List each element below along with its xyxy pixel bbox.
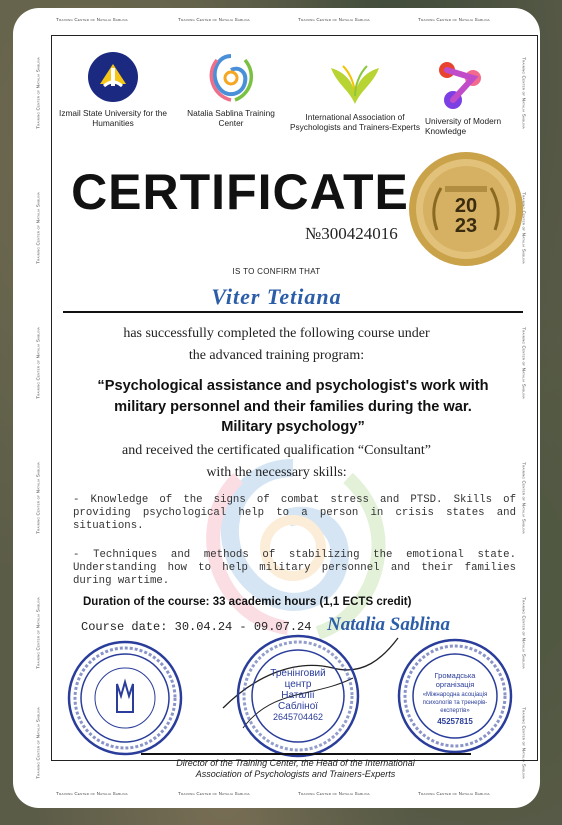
recipient-name: Viter Tetiana <box>211 284 342 309</box>
award-medal-icon <box>407 150 525 268</box>
stamp-text: організація <box>435 680 475 689</box>
logo-label: International Association of Psychologists and Trainers-Experts <box>289 112 421 132</box>
stamp-text: центр <box>284 679 312 690</box>
sablina-center-emblem-icon <box>203 50 259 104</box>
association-stamp-icon <box>395 636 515 756</box>
border-text: Training Center of Natalia Sablina <box>35 462 41 534</box>
logo-izmail-university <box>58 50 168 128</box>
completed-line-1: has successfully completed the following course under <box>123 326 430 341</box>
certificate-card <box>13 8 540 808</box>
signatory-title <box>123 758 468 780</box>
border-text: Training Center of Natalia Sablina <box>298 17 370 22</box>
border-text: Training Center of Natalia Sablina <box>56 791 128 796</box>
skill-1: - Knowledge of the signs of combat stress and PTSD. Skills of providing psychological help to a person in crisis states and situations. <box>73 494 516 532</box>
course-duration: Duration of the course: 33 academic hours (1,1 ECTS credit) <box>83 596 412 608</box>
course-title-line: military personnel and their families during the war. <box>114 398 472 415</box>
border-text: Training Center of Natalia Sablina <box>418 791 490 796</box>
qualification-line-1: and received the certificated qualification “Consultant” <box>121 443 432 458</box>
completed-line-2: the advanced training program: <box>188 348 365 363</box>
signature-line <box>141 753 471 755</box>
stamp-text: «Міжнародна асоціація <box>422 692 488 698</box>
stamp-text: Наталії <box>281 690 315 701</box>
course-title <box>73 376 513 438</box>
border-text: Training Center of Natalia Sablina <box>521 192 527 264</box>
border-text: Training Center of Natalia Sablina <box>298 791 370 796</box>
border-text: Training Center of Natalia Sablina <box>521 57 527 129</box>
logo-label: Izmail State University for the Humanities <box>59 108 167 128</box>
stamp-text: Громадська <box>434 671 476 680</box>
qualification-line-2: with the necessary skills: <box>206 465 347 480</box>
border-text: Training Center of Natalia Sablina <box>521 597 527 669</box>
border-text: Training Center of Natalia Sablina <box>178 791 250 796</box>
badge-year-top: 20 <box>454 195 478 217</box>
signatory-name: Natalia Sablina <box>327 614 450 635</box>
training-center-stamp-icon <box>213 618 403 768</box>
association-emblem-icon <box>327 60 383 108</box>
stamp-text: психологів та тренерів- <box>422 700 488 706</box>
university-stamp-icon <box>65 638 185 758</box>
border-text: Training Center of Natalia Sablina <box>56 17 128 22</box>
border-text: Training Center of Natalia Sablina <box>521 462 527 534</box>
stamp-code: 45257815 <box>437 717 473 726</box>
logo-label: Natalia Sablina Training Center <box>187 108 275 128</box>
signatory-title-line: Director of the Training Center, the Head of the International <box>176 758 415 768</box>
border-text: Training Center of Natalia Sablina <box>35 327 41 399</box>
border-text: Training Center of Natalia Sablina <box>35 57 41 129</box>
logo-association <box>285 60 425 132</box>
border-text: Training Center of Natalia Sablina <box>521 327 527 399</box>
logo-modern-knowledge <box>425 60 510 136</box>
course-date: Course date: 30.04.24 - 09.07.24 <box>81 620 312 634</box>
certificate-number: №300424016 <box>305 224 398 243</box>
course-title-line: “Psychological assistance and psychologist's work with <box>97 378 489 394</box>
border-text: Training Center of Natalia Sablina <box>35 597 41 669</box>
stamp-text: Сабліної <box>277 701 319 712</box>
border-left <box>33 8 43 808</box>
badge-year-bottom: 23 <box>454 215 478 237</box>
border-text: Training Center of Natalia Sablina <box>35 707 41 779</box>
border-text: Training Center of Natalia Sablina <box>521 707 527 779</box>
izmail-university-emblem-icon <box>86 50 140 104</box>
modern-knowledge-emblem-icon <box>433 60 487 112</box>
stamp-text: експертів» <box>440 708 470 714</box>
stamp-code: 2645704462 <box>272 712 324 722</box>
course-title-line: Military psychology” <box>221 419 365 435</box>
border-text: Training Center of Natalia Sablina <box>35 192 41 264</box>
stamp-text: Тренінговий <box>270 668 326 679</box>
signatory-title-line: Association of Psychologists and Trainers-Experts <box>195 769 396 779</box>
certificate-title: CERTIFICATE <box>71 164 409 220</box>
border-text: Training Center of Natalia Sablina <box>418 17 490 22</box>
recipient-underline <box>63 311 523 313</box>
border-text: Training Center of Natalia Sablina <box>178 17 250 22</box>
confirm-text: IS TO CONFIRM THAT <box>232 267 321 276</box>
logo-sablina-center <box>186 50 276 128</box>
logo-label: University of Modern Knowledge <box>425 116 502 136</box>
skill-2: - Techniques and methods of stabilizing the emotional state. Understanding how to help military personnel and their families during wartime. <box>73 549 516 587</box>
